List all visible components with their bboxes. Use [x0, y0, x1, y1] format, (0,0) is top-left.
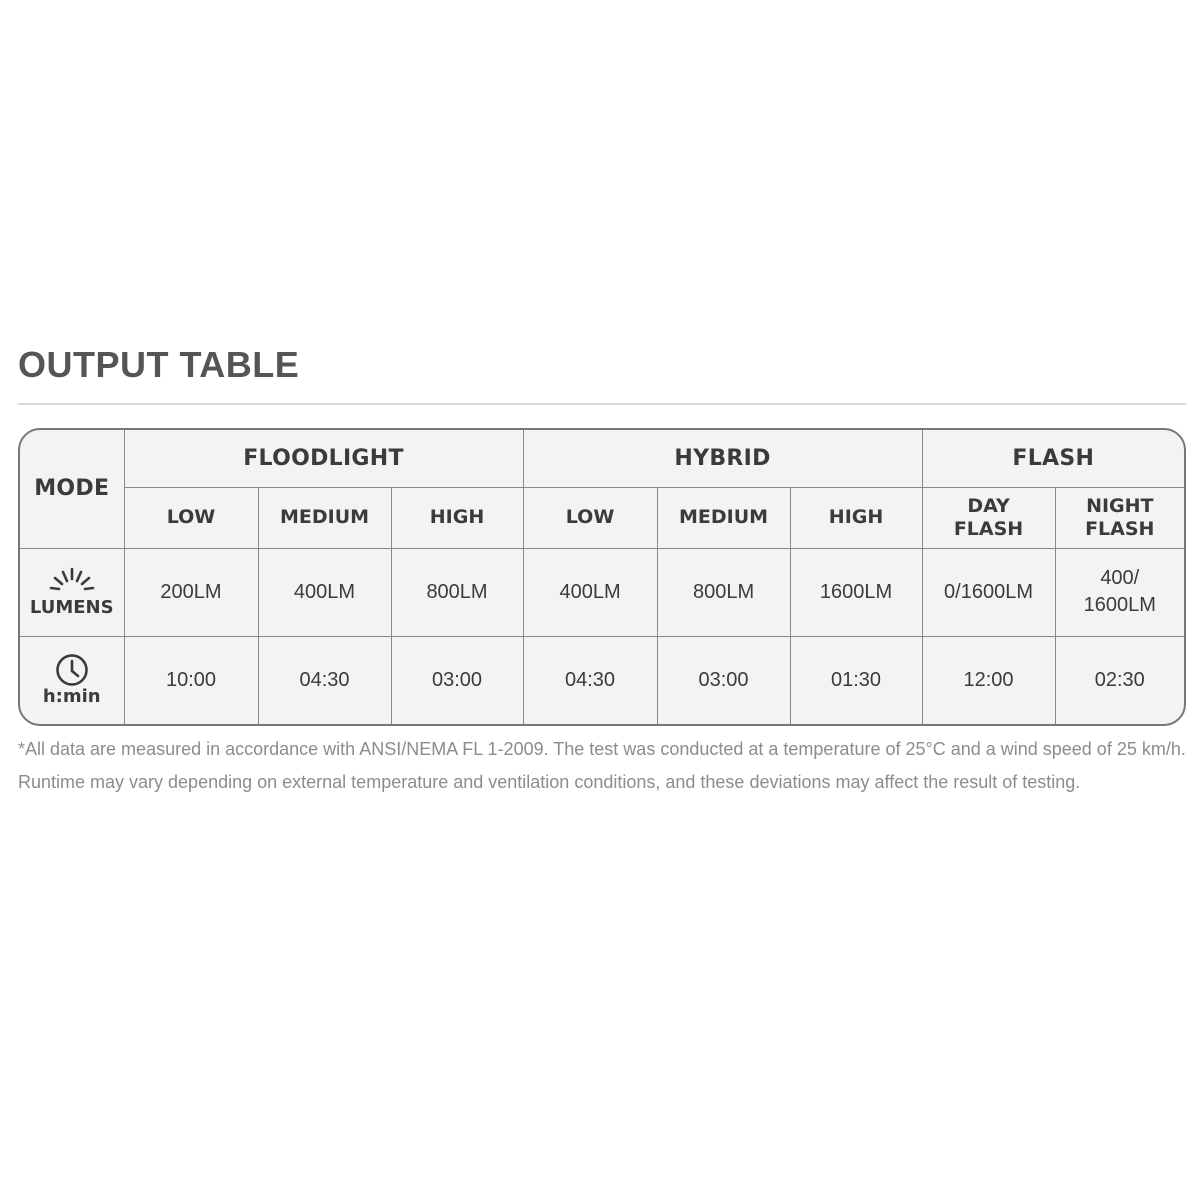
- runtime-label: h:min: [42, 686, 101, 708]
- mode-header-row: [20, 487, 1184, 548]
- mode-floodlight-medium: MEDIUM: [258, 487, 391, 548]
- measurement-footnote: *All data are measured in accordance with ANSI/NEMA FL 1-2009. The test was conducted at a temperature of 25°C and a wind speed of 25 km/h. Runtime may vary depending on external temperature and ventilation conditions, and these deviations may affect the result of testing.: [18, 739, 1186, 792]
- runtime-floodlight-medium: 04:30: [258, 636, 391, 724]
- lumens-flash-day: 0/1600LM: [922, 548, 1055, 636]
- runtime-floodlight-high: 03:00: [391, 636, 523, 724]
- lumens-label: LUMENS: [29, 597, 114, 618]
- mode-hybrid-low: LOW: [523, 487, 657, 548]
- sun-burst-icon: [20, 566, 124, 596]
- runtime-row-header: [20, 636, 124, 724]
- group-header-row: [20, 430, 1184, 487]
- output-table: [20, 430, 1184, 724]
- mode-hybrid-medium: MEDIUM: [657, 487, 790, 548]
- lumens-floodlight-medium: 400LM: [258, 548, 391, 636]
- lumens-hybrid-high: 1600LM: [790, 548, 922, 636]
- lumens-floodlight-high: 800LM: [391, 548, 523, 636]
- lumens-flash-night: 400/ 1600LM: [1055, 548, 1184, 636]
- mode-flash-night: NIGHT FLASH: [1055, 487, 1184, 548]
- mode-flash-day: DAY FLASH: [922, 487, 1055, 548]
- lumens-floodlight-low: 200LM: [124, 548, 258, 636]
- runtime-floodlight-low: 10:00: [124, 636, 258, 724]
- lumens-row-header: [20, 548, 124, 636]
- mode-header: MODE: [20, 430, 124, 548]
- runtime-flash-night: 02:30: [1055, 636, 1184, 724]
- runtime-flash-day: 12:00: [922, 636, 1055, 724]
- page-title: OUTPUT TABLE: [18, 344, 300, 385]
- runtime-hybrid-low: 04:30: [523, 636, 657, 724]
- runtime-hybrid-medium: 03:00: [657, 636, 790, 724]
- title-divider: [18, 403, 1186, 405]
- group-header-flash: FLASH: [922, 430, 1184, 487]
- clock-icon: [20, 653, 124, 687]
- mode-hybrid-high: HIGH: [790, 487, 922, 548]
- runtime-row: [20, 636, 1184, 724]
- lumens-hybrid-medium: 800LM: [657, 548, 790, 636]
- runtime-hybrid-high: 01:30: [790, 636, 922, 724]
- mode-floodlight-low: LOW: [124, 487, 258, 548]
- group-header-hybrid: HYBRID: [523, 430, 922, 487]
- output-table-container: [18, 428, 1186, 726]
- lumens-row: [20, 548, 1184, 636]
- mode-floodlight-high: HIGH: [391, 487, 523, 548]
- group-header-floodlight: FLOODLIGHT: [124, 430, 523, 487]
- lumens-hybrid-low: 400LM: [523, 548, 657, 636]
